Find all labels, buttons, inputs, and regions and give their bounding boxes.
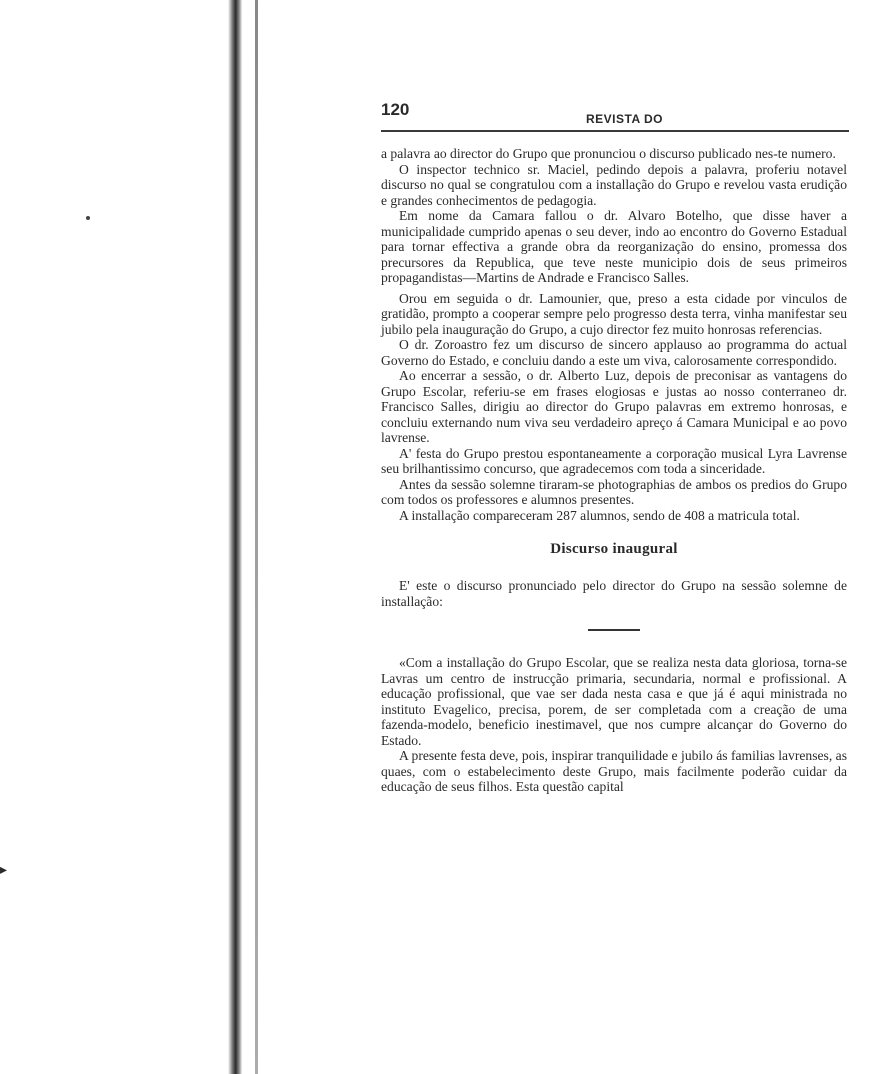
speech-paragraph: «Com a installação do Grupo Escolar, que se realiza nesta data gloriosa, torna-se Lavras um centro de instrucção primaria, secundaria, normal e profissional. A educação profissional, que vae ser dada nesta casa e que já é aqui ministrada no instituto Evagelico, precisa, porem, de ser completada com a creação de uma fazenda-modelo, beneficio inestimavel, que nos cumpre alcançar do Governo do Estado. xyxy=(381,655,847,748)
separator-rule xyxy=(588,629,640,631)
speech-paragraph: A presente festa deve, pois, inspirar tranquilidade e jubilo ás familias lavrenses, as quaes, com o estabelecimento deste Grupo, mais facilmente poderão cuidar da educação de seus filhos. Esta questão capital xyxy=(381,748,847,794)
paragraph: a palavra ao director do Grupo que pronunciou o discurso publicado nes-te numero. xyxy=(381,146,836,161)
page-number: 120 xyxy=(381,100,410,119)
paragraph: O inspector technico sr. Maciel, pedindo depois a palavra, proferiu notavel discurso no qual se congratulou com a installação do Grupo e revelou vasta erudição e grandes conhecimentos de pedagogia. xyxy=(381,161,847,208)
article-body xyxy=(381,146,847,795)
header-rule xyxy=(381,130,849,132)
journal-page xyxy=(381,100,847,795)
paragraph: Ao encerrar a sessão, o dr. Alberto Luz, depois de preconisar as vantagens do Grupo Escolar, referiu-se em frases elogiosas e justas ao nosso conterraneo dr. Francisco Salles, dirigiu ao director do Grupo palavras em extremo honrosas, e concluiu externando num viva seu verdadeiro apreço á Camara Municipal e ao povo lavrense. xyxy=(381,368,847,445)
page-edge-line xyxy=(255,0,258,1074)
paragraph: Antes da sessão solemne tiraram-se photographias de ambos os predios do Grupo com todos os professores e alumnos presentes. xyxy=(381,476,847,507)
journal-title: REVISTA DO xyxy=(586,112,664,126)
book-gutter xyxy=(228,0,242,1074)
section-intro: E' este o discurso pronunciado pelo director do Grupo na sessão solemne de installação: xyxy=(381,578,847,609)
paragraph: A installação compareceram 287 alumnos, sendo de 408 a matricula total. xyxy=(399,507,800,523)
facing-page-blank xyxy=(0,0,233,1074)
paper-speck xyxy=(86,216,90,220)
paragraph: A' festa do Grupo prestou espontaneamente a corporação musical Lyra Lavrense seu brilhantissimo concurso, que agradecemos com toda a sinceridade. xyxy=(381,445,847,476)
paragraph: Em nome da Camara fallou o dr. Alvaro Botelho, que disse haver a municipalidade cumprido apenas o seu dever, indo ao encontro do Governo Estadual para tornar effectiva a grande obra da reorganização do ensino, promessa dos precursores da Republica, que teve neste municipio dois de seus primeiros propagandistas—Martins de Andrade e Francisco Salles. xyxy=(381,208,847,285)
running-head xyxy=(381,100,847,128)
paragraph: Orou em seguida o dr. Lamounier, que, preso a esta cidade por vinculos de gratidão, prompto a cooperar sempre pelo progresso desta terra, vinha manifestar seu jubilo pela inauguração do Grupo, a cujo director fez muito honrosas referencias. xyxy=(381,290,847,337)
paragraph: O dr. Zoroastro fez um discurso de sincero applauso ao programma do actual Governo do Estado, e concluiu dando a este um viva, calorosamente correspondido. xyxy=(381,337,847,368)
section-heading: Discurso inaugural xyxy=(550,541,678,557)
edge-mark: ▸ xyxy=(0,863,8,878)
